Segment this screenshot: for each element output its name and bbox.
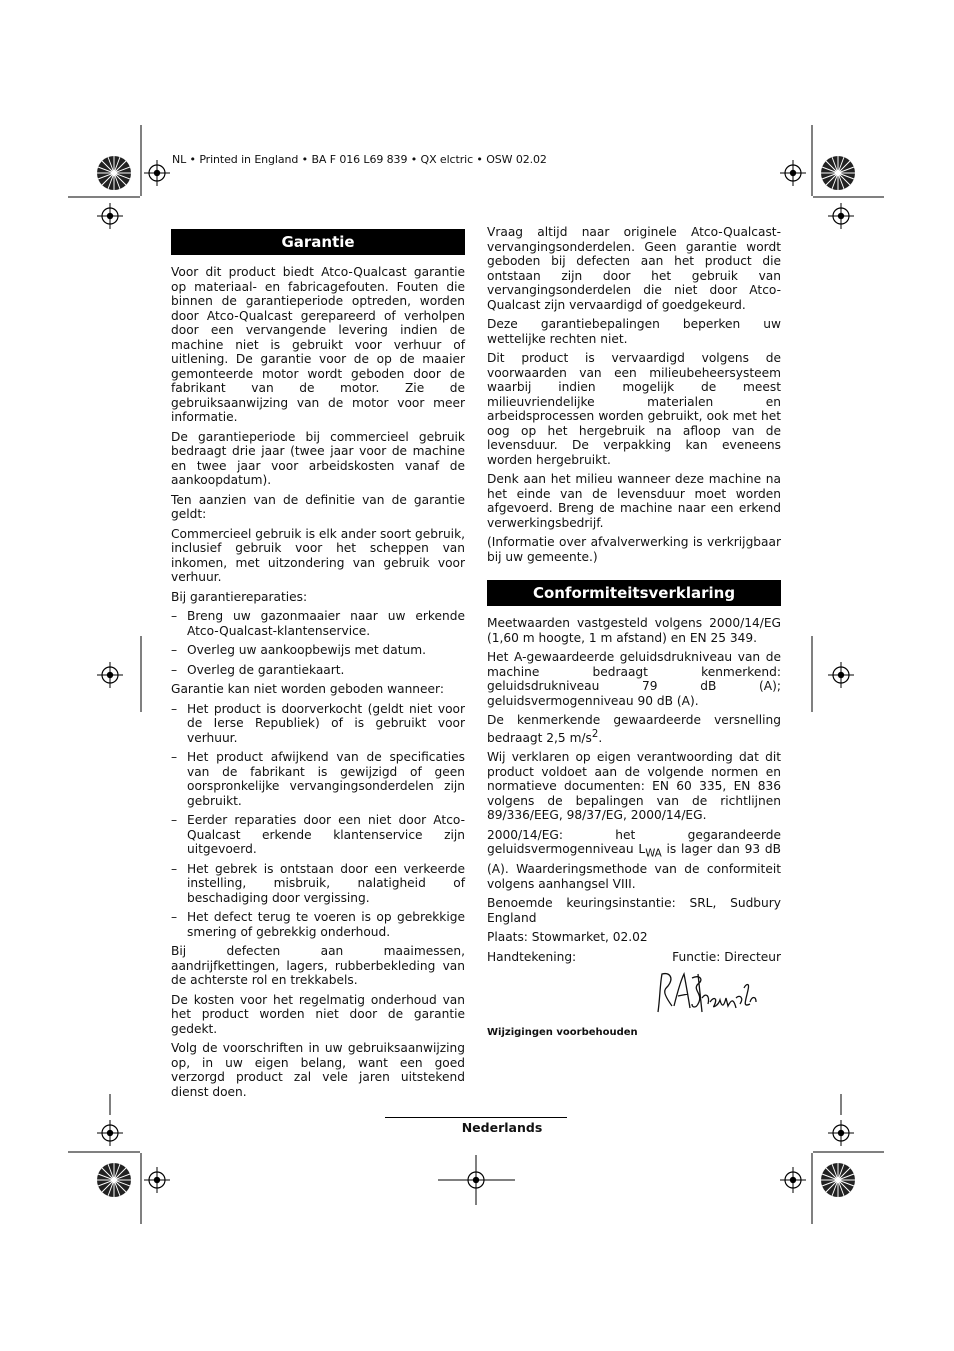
paragraph: Bij defecten aan maaimessen, aandrijfkettingen, lagers, rubberbekleding van de achterste rol en trekkabels. [171,944,465,987]
paragraph: Volg de voorschriften in uw gebruiksaanwijzing op, in uw eigen belang, want een goed verzorgd product zal vele jaren uitstekend dienst doen. [171,1041,465,1099]
paragraph: Ten aanzien van de definitie van de garantie geldt: [171,492,465,521]
list-item: – Het gebrek is ontstaan door een verkeerde instelling, misbruik, nalatigheid of beschadiging door vergissing. [171,862,465,906]
paragraph: Vraag altijd naar originele Atco-Qualcast-vervangingsonderdelen. Geen garantie wordt geboden bij defecten aan het product die ontstaan zijn door het gebruik van vervangingsonderdelen die niet door Atco-Qualcast zijn vervaardigd of goedgekeurd. [487,225,781,312]
list-item: – Eerder reparaties door een niet door Atco-Qualcast erkende klantenservice zijn uitgevoerd. [171,813,465,857]
signature-label: Handtekening: [487,949,577,964]
section-heading-garantie: Garantie [171,229,465,255]
paragraph: De garantieperiode bij commercieel gebruik bedraagt drie jaar (twee jaar voor de machine en twee jaar voor arbeidskosten vanaf de aankoopdatum). [171,429,465,487]
vibration-exponent: 2 [591,728,599,740]
paragraph: Garantie kan niet worden geboden wanneer: [171,682,444,696]
paragraph: Commercieel gebruik is elk ander soort gebruik, inclusief gebruik voor het scheppen van inkomen, met uitzondering van gebruik voor verhuur. [171,526,466,584]
warranty-repair-list [171,609,465,677]
vibration-tail: . [598,730,603,745]
lwa-paragraph [487,828,781,891]
right-column [487,225,781,1040]
lwa-subscript: WA [645,848,662,860]
paragraph: Deze garantiebepalingen beperken uw wettelijke rechten niet. [487,317,781,346]
list-item: – Het defect terug te voeren is op gebrekkige smering of gebrekkig onderhoud. [171,910,465,939]
warranty-exclusion-list [171,702,465,940]
lwa-after: is lager dan 93 dB (A). Waarderingsmethode van de conformiteit volgens aanhangsel VIII. [487,842,781,891]
vibration-paragraph [487,713,781,745]
handwritten-signature [652,968,762,1020]
paragraph: Wij verklaren op eigen verantwoording dat dit product voldoet aan de volgende normen en normatieve documenten: EN 60 335, EN 836 volgens de bepalingen van de richtlijnen 89/336/EEG, 98/37/EG, 2000/14/EG. [487,750,781,823]
section-heading-conformiteit: Conformiteitsverklaring [487,580,781,606]
signature-row [487,950,781,965]
paragraph: Dit product is vervaardigd volgens de voorwaarden van een milieubeheersysteem waarbij indien mogelijk de meest milieuvriendelijke materialen en arbeidsprocessen worden gebruikt, ook met het oog op het hergebruik na afloop van de levensduur. De verpakking kan eveneens worden hergebruikt. [487,351,781,467]
paragraph: Het A-gewaardeerde geluidsdrukniveau van de machine bedraagt kenmerkend: geluidsdrukniveau 79 dB (A); geluidsvermogenniveau 90 dB (A). [487,650,781,708]
paragraph: Denk aan het milieu wanneer deze machine na het einde van de levensduur moet worden afgevoerd. Breng de machine naar een erkend verwerkingsbedrijf. [487,472,781,530]
paragraph: Meetwaarden vastgesteld volgens 2000/14/EG (1,60 m hoogte, 1 m afstand) en EN 25 349. [487,616,781,645]
paragraph: Bij garantiereparaties: [171,589,308,604]
print-info-line: NL • Printed in England • BA F 016 L69 839 • QX elctric • OSW 02.02 [172,153,547,166]
list-item: – Overleg uw aankoopbewijs met datum. [171,643,465,658]
paragraph: (Informatie over afvalverwerking is verkrijgbaar bij uw gemeente.) [487,535,781,564]
footer-language: Nederlands [461,1120,543,1135]
footer-rule [385,1117,567,1118]
list-item: – Het product afwijkend van de specificaties van de fabrikant is gewijzigd of geen oorspronkelijke vervangingsonderdelen zijn gebruikt. [171,750,465,808]
list-item: – Het product is doorverkocht (geldt niet voor de Ierse Republiek) of is gebruikt voor verhuur. [171,702,465,746]
paragraph: De kosten voor het regelmatig onderhoud van het product worden niet door de garantie gedekt. [171,992,465,1036]
function-label: Functie: Directeur [672,949,781,964]
changes-reserved-note: Wijzigingen voorbehouden [487,1026,638,1038]
lwa-before: 2000/14/EG: het gegarandeerde geluidsvermogenniveau L [487,827,781,857]
paragraph: Benoemde keuringsinstantie: SRL, Sudbury England [487,896,781,925]
list-item: – Overleg de garantiekaart. [171,663,465,678]
left-column [171,229,465,1104]
paragraph: Voor dit product biedt Atco-Qualcast garantie op materiaal- en fabricagefouten. Fouten die binnen de garantieperiode optreden, worden door Atco-Qualcast gerepareerd of verholpen door een vervangende levering indien de machine niet is gebruikt voor verhuur of uitlening. De garantie voor de op de maaier gemonteerde motor wordt geboden door de fabrikant van de motor. Zie de gebruiksaanwijzing van de motor voor meer informatie. [171,265,465,424]
paragraph: Plaats: Stowmarket, 02.02 [487,930,648,944]
list-item: – Breng uw gazonmaaier naar uw erkende Atco-Qualcast-klantenservice. [171,609,465,638]
vibration-text: De kenmerkende gewaardeerde versnelling bedraagt 2,5 m/s [487,713,781,745]
